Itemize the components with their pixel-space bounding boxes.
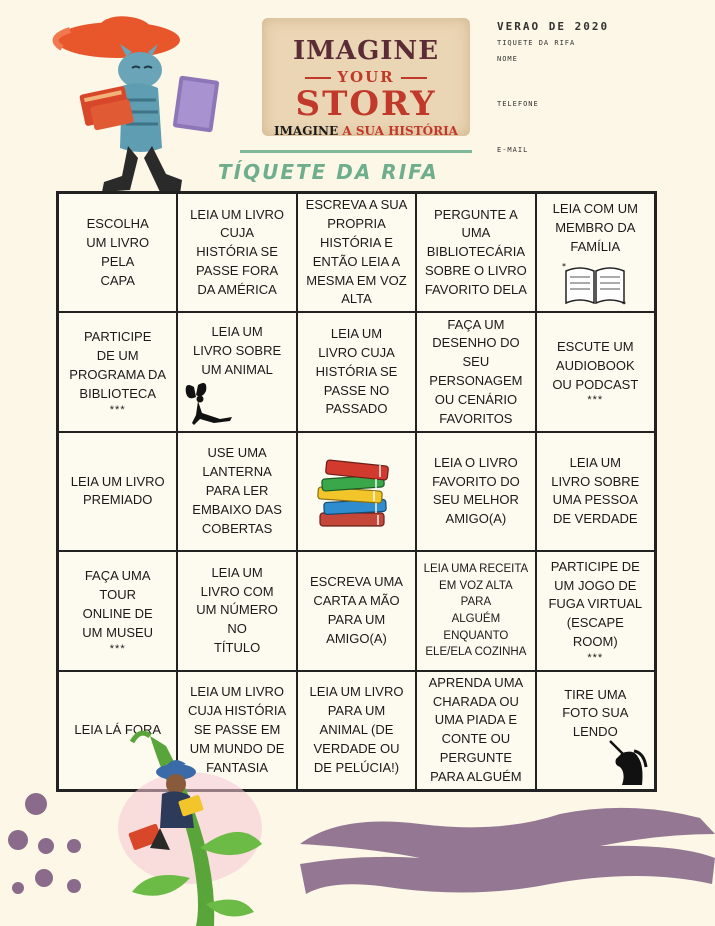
svg-text:*: * [622,299,627,307]
season-label: VERAO DE 2020 [497,20,610,33]
grid-cell-center [297,432,416,551]
grid-cell [536,551,655,670]
phone-label: TELEFONE [497,100,539,108]
grid-cell [177,551,296,670]
grid-cell [58,312,177,431]
cell-text: ESCUTE UM AUDIOBOOK OU PODCAST [552,338,639,392]
logo-line-imagine: IMAGINE [292,36,440,66]
grid-cell [536,671,655,790]
imagine-your-story-logo [262,18,470,136]
cell-text: LEIA UMA RECEITA EM VOZ ALTA PARA ALGUÉM ENQUANTO ELE/ELA COZINHA [423,562,529,659]
book-stack-icon [314,451,398,531]
grid-cell [58,432,177,551]
cell-text: LEIA UM LIVRO COM UM NÚMERO NO TÍTULO [196,564,278,656]
cell-stars: *** [587,652,604,664]
cell-text: LEIA UM LIVRO SOBRE UM ANIMAL [193,324,282,378]
grid-cell [536,432,655,551]
title-divider [240,150,472,153]
cell-text: LEIA UM LIVRO CUJA HISTÓRIA SE PASSE NO PASSADO [315,325,398,417]
page-title: TÍQUETE DA RIFA [218,160,439,184]
subtitle-imagine: IMAGINE [273,124,343,138]
grid-cell [536,193,655,312]
cell-stars: *** [587,394,604,407]
svg-text:*: * [562,261,567,271]
grid-cell [177,312,296,431]
cell-text: TIRE UMA FOTO SUA LENDO [562,686,629,740]
cell-text: PARTICIPE DE UM JOGO DE FUGA VIRTUAL (ESCAPE ROOM) [548,558,643,650]
cell-text: PERGUNTE A UMA BIBLIOTECÁRIA SOBRE O LIVRO FAVORITO DELA [424,206,527,297]
cell-text: USE UMA LANTERNA PARA LER EMBAIXO DAS COBERTAS [192,445,282,536]
grid-cell [297,671,416,790]
cell-text: PARTICIPE DE UM PROGRAMA DA BIBLIOTECA [69,329,167,401]
logo-line-story: STORY [295,84,437,124]
child-reading-on-beanstalk-icon [0,728,280,926]
grid-cell [416,671,535,790]
cell-text: LEIA UM LIVRO CUJA HISTÓRIA SE PASSE EM UM MUNDO DE FANTASIA [187,684,287,775]
grid-cell [416,312,535,431]
grid-cell [416,551,535,670]
name-label: NOME [497,55,518,63]
grid-cell [58,193,177,312]
grid-cell [58,551,177,670]
cell-text: APRENDA UMA CHARADA OU UMA PIADA E CONTE OU PERGUNTE PARA ALGUÉM [428,674,524,784]
cell-text: FAÇA UMA TOUR ONLINE DE UM MUSEU [82,568,154,640]
cell-text: LEIA O LIVRO FAVORITO DO SEU MELHOR AMIGO(A) [432,454,520,527]
grid-cell [536,312,655,431]
grid-cell [297,193,416,312]
cell-text: LEIA UM LIVRO PARA UM ANIMAL (DE VERDADE OU DE PELÚCIA!) [309,684,404,775]
cell-text: LEIA UM LIVRO CUJA HISTÓRIA SE PASSE FORA DA AMÉRICA [190,206,285,297]
cell-text: ESCREVA UMA CARTA A MÃO PARA UM AMIGO(A) [310,574,403,646]
unicorn-silhouette-icon [604,737,650,787]
cell-stars: *** [109,642,126,655]
grid-cell [177,193,296,312]
cell-text: FAÇA UM DESENHO DO SEU PERSONAGEM OU CENÁRIO FAVORITOS [429,316,523,426]
cell-text: LEIA COM UM MEMBRO DA FAMÍLIA [552,201,638,254]
raffle-form [497,20,697,154]
purple-brush-stroke [300,804,715,914]
grid-cell [416,432,535,551]
grid-cell [297,551,416,670]
logo-subtitle [262,124,470,138]
cell-text: LEIA UM LIVRO PREMIADO [70,473,165,508]
cell-text: LEIA UM LIVRO SOBRE UMA PESSOA DE VERDADE [551,454,640,527]
grid-cell [297,312,416,431]
subtitle-a-sua-historia: A SUA HISTÓRIA [342,124,458,138]
cell-text: ESCOLHA UM LIVRO PELA CAPA [86,216,150,288]
logo-line-your: YOUR [262,68,470,86]
cell-text: LEIA LÁ FORA [74,721,162,737]
cell-stars: *** [109,403,126,416]
cell-text: ESCREVA A SUA PROPRIA HISTÓRIA E ENTÃO LEIA A MESMA EM VOZ ALTA [305,197,408,307]
fairy-silhouette-icon [180,379,240,429]
email-label: E-MAIL [497,146,529,154]
grid-cell [177,432,296,551]
grid-cell [416,193,535,312]
reading-challenge-grid [56,191,657,792]
ticket-label: TIQUETE DA RIFA [497,39,576,47]
cat-with-books-icon [40,8,230,198]
open-book-icon [560,261,630,307]
